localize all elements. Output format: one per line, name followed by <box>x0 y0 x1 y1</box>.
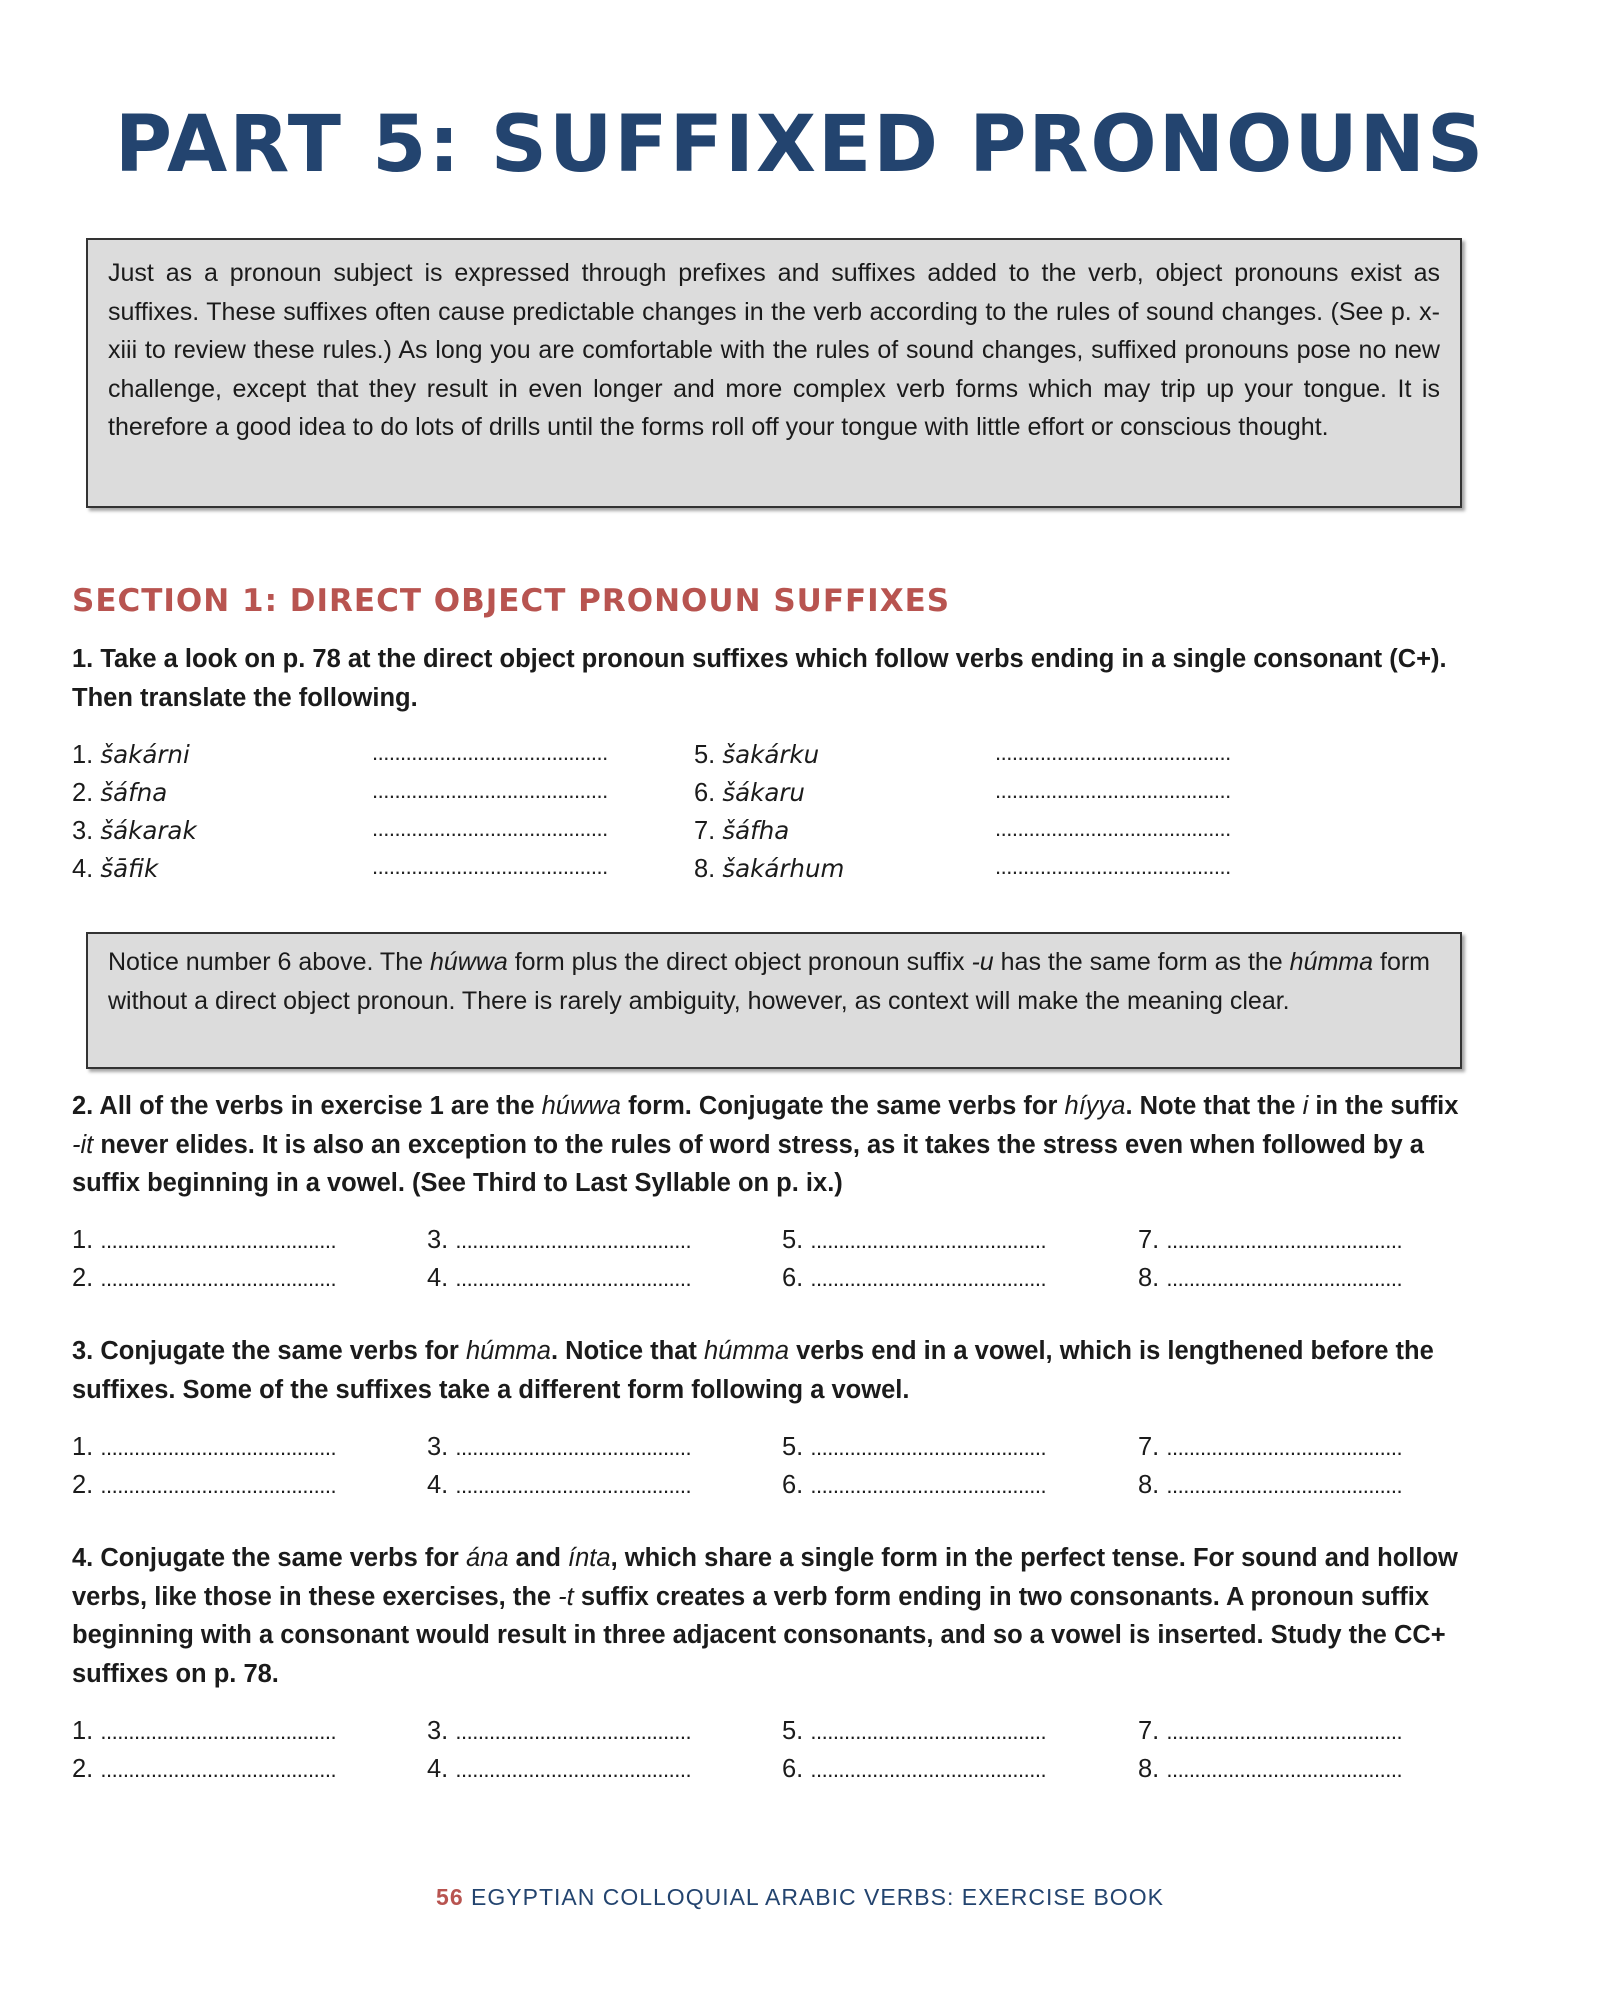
answer-blank[interactable]: 4. .......................................... <box>427 1264 692 1292</box>
exercise-3-instruction: 3. Conjugate the same verbs for húmma. Notice that húmma verbs end in a vowel, which is lengthened before the suffixes. Some of the suffixes take a different form following a vowel. <box>72 1337 1434 1404</box>
item-word: šáfna <box>100 778 168 807</box>
answer-blank[interactable]: 1. .......................................... <box>72 1433 337 1461</box>
answer-blank[interactable]: 5. .......................................... <box>782 1717 1047 1745</box>
exercise-1-item <box>72 736 190 774</box>
section-heading: SECTION 1: DIRECT OBJECT PRONOUN SUFFIXES <box>72 583 951 619</box>
answer-blank[interactable]: 2. .......................................... <box>72 1264 337 1292</box>
answer-line[interactable]: .......................................... <box>995 778 1231 803</box>
exercise-2-instruction: 2. All of the verbs in exercise 1 are the húwwa form. Conjugate the same verbs for híyya. Note that the i in the suffix -it never elides. It is also an exception to the rules of word stress, as it takes the stress even when followed by a suffix beginning in a vowel. (See Third to Last Syllable on p. ix.) <box>72 1092 1459 1197</box>
answer-line[interactable]: .......................................... <box>995 854 1231 879</box>
answer-blank[interactable]: 4. .......................................... <box>427 1755 692 1783</box>
answer-blank[interactable]: 7. .......................................... <box>1138 1226 1403 1254</box>
item-word: šákaru <box>722 778 805 807</box>
intro-note-text: Just as a pronoun subject is expressed through prefixes and suffixes added to the verb, object pronouns exist as suffixes. These suffixes often cause predictable changes in the verb according to the rules of sound changes. (See p. x-xiii to review these rules.) As long you are comfortable with the rules of sound changes, suffixed pronouns pose no new challenge, except that they result in even longer and more complex verb forms which may trip up your tongue. It is therefore a good idea to do lots of drills until the forms roll off your tongue with little effort or conscious thought. <box>108 259 1440 441</box>
page-title: PART 5: SUFFIXED PRONOUNS <box>114 100 1486 190</box>
item-number: 1. <box>72 741 94 769</box>
answer-blank[interactable]: 2. .......................................... <box>72 1471 337 1499</box>
intro-note-box <box>86 238 1462 508</box>
exercise-1-item <box>72 850 158 888</box>
exercise-1-item <box>72 774 167 812</box>
item-number: 5. <box>694 741 716 769</box>
answer-line[interactable]: .......................................... <box>372 816 608 841</box>
item-word: šákarak <box>100 816 197 845</box>
item-word: šāfik <box>100 854 159 883</box>
answer-blank[interactable]: 5. .......................................... <box>782 1226 1047 1254</box>
answer-blank[interactable]: 6. .......................................... <box>782 1471 1047 1499</box>
item-word: šáfha <box>722 816 790 845</box>
answer-line[interactable]: .......................................... <box>995 816 1231 841</box>
book-title: EGYPTIAN COLLOQUIAL ARABIC VERBS: EXERCISE BOOK <box>471 1884 1164 1910</box>
answer-blank[interactable]: 3. .......................................... <box>427 1717 692 1745</box>
answer-blank[interactable]: 1. .......................................... <box>72 1226 337 1254</box>
exercise-4-instruction: 4. Conjugate the same verbs for ána and ínta, which share a single form in the perfect tense. For sound and hollow verbs, like those in these exercises, the -t suffix creates a verb form ending in two consonants. A pronoun suffix beginning with a consonant would result in three adjacent consonants, and so a vowel is inserted. Study the CC+ suffixes on p. 78. <box>72 1544 1458 1688</box>
item-number: 8. <box>694 855 716 883</box>
item-number: 2. <box>72 779 94 807</box>
answer-blank[interactable]: 8. .......................................... <box>1138 1755 1403 1783</box>
answer-line[interactable]: .......................................... <box>372 778 608 803</box>
answer-line[interactable]: .......................................... <box>372 740 608 765</box>
exercise-1-item <box>72 812 197 850</box>
item-number: 3. <box>72 817 94 845</box>
answer-blank[interactable]: 5. .......................................... <box>782 1433 1047 1461</box>
answer-line[interactable]: .......................................... <box>995 740 1231 765</box>
page-number: 56 <box>436 1884 464 1910</box>
page-footer <box>0 1884 1600 1911</box>
answer-blank[interactable]: 7. .......................................... <box>1138 1717 1403 1745</box>
answer-blank[interactable]: 8. .......................................... <box>1138 1471 1403 1499</box>
answer-blank[interactable]: 2. .......................................... <box>72 1755 337 1783</box>
exercise-1-item <box>694 736 819 774</box>
answer-blank[interactable]: 3. .......................................... <box>427 1433 692 1461</box>
answer-line[interactable]: .......................................... <box>372 854 608 879</box>
answer-blank[interactable]: 4. .......................................... <box>427 1471 692 1499</box>
item-word: šakárhum <box>722 854 845 883</box>
answer-blank[interactable]: 3. .......................................... <box>427 1226 692 1254</box>
item-word: šakárni <box>100 740 190 769</box>
answer-blank[interactable]: 7. .......................................... <box>1138 1433 1403 1461</box>
answer-blank[interactable]: 6. .......................................... <box>782 1755 1047 1783</box>
answer-blank[interactable]: 1. .......................................... <box>72 1717 337 1745</box>
item-number: 7. <box>694 817 716 845</box>
answer-blank[interactable]: 6. .......................................... <box>782 1264 1047 1292</box>
exercise-1-item <box>694 850 844 888</box>
exercise-1-instruction: 1. Take a look on p. 78 at the direct object pronoun suffixes which follow verbs ending in a single consonant (C+). Then translate the following. <box>72 645 1447 712</box>
item-word: šakárku <box>722 740 820 769</box>
exercise-1-item <box>694 774 805 812</box>
exercise-1-item <box>694 812 789 850</box>
answer-blank[interactable]: 8. .......................................... <box>1138 1264 1403 1292</box>
notice-note-box: Notice number 6 above. The húwwa form plus the direct object pronoun suffix -u has the same form as the húmma form without a direct object pronoun. There is rarely ambiguity, however, as context will make the meaning clear. <box>86 932 1462 1069</box>
item-number: 6. <box>694 779 716 807</box>
item-number: 4. <box>72 855 94 883</box>
